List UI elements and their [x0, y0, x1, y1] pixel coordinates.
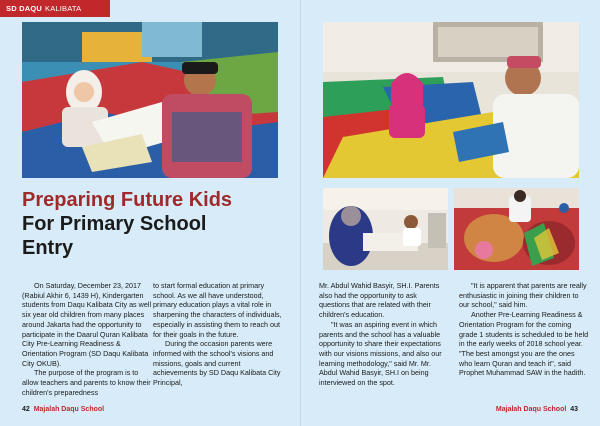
paragraph: During the occasion parents were informed with the school's visions and missions, goals and current achievements by SD Daqu Kalibata City Principal, — [153, 339, 281, 388]
footer-right — [496, 406, 578, 413]
magazine-name: Majalah Daqu School — [495, 406, 567, 413]
photo-classroom-group — [323, 188, 448, 270]
body-column-3 — [319, 281, 449, 388]
body-column-4 — [459, 281, 589, 378]
body-column-1 — [22, 281, 152, 397]
brand-label: SD DAQU — [6, 4, 42, 13]
section-tab — [0, 0, 110, 17]
section-label: KALIBATA — [45, 4, 82, 13]
photo-girl-pink-hijab-with-teacher — [323, 22, 579, 178]
paragraph: "It was an aspiring event in which parents and the school has a valuable opportunity to share their expectations with our visions missions, and also our learning methodology," said Mr. Mr. Abdul Wahid Basyir, SH.I on being interviewed on the spot. — [319, 319, 442, 388]
paragraph: The purpose of the program is to allow teachers and parents to know their children's preparedness — [22, 368, 151, 397]
photo-children-playing-on-rug — [454, 188, 579, 270]
photo-girl-reading-with-teacher — [22, 22, 278, 178]
paragraph: Mr. Abdul Wahid Basyir, SH.I. Parents also had the opportunity to ask questions that are related with their children's education. — [319, 281, 440, 320]
page-number: 42 — [22, 406, 30, 413]
title-line-2: For Primary School — [22, 213, 207, 235]
title-line-1: Preparing Future Kids — [22, 189, 233, 211]
paragraph: Another Pre-Learning Readiness & Orientation Program for the coming grade 1 students is scheduled to be held in the early weeks of 2018 school year. "The best amongst you are the ones who learn Quran and teach it", said Prophet Muhammad SAW in the hadith. — [459, 310, 589, 378]
footer-left — [22, 406, 104, 413]
article-title — [22, 188, 292, 260]
right-page — [300, 0, 600, 426]
paragraph: On Saturday, December 23, 2017 (Rabiul Akhir 6, 1439 H), Kindergarten students from Daqu Kalibata City as well six year old children from many places around Jakarta had the opportunity to participate in the Daarul Quran Kalibata City Pre-Learning Readiness & Orientation Program (SD Daqu Kalibata City OKUB). — [22, 281, 152, 368]
title-line-3: Entry — [22, 237, 74, 259]
page-number: 43 — [570, 406, 578, 413]
paragraph: to start formal education at primary school. As we all have understood, primary education plays a vital role in sharpening the characters of individuals, especially in assisting them to reach out for their goals in the future. — [153, 281, 282, 339]
magazine-name: Majalah Daqu School — [33, 406, 105, 413]
body-column-2 — [153, 281, 283, 388]
paragraph: "It is apparent that parents are really enthusiastic in joining their children to our school," said him. — [459, 281, 587, 310]
